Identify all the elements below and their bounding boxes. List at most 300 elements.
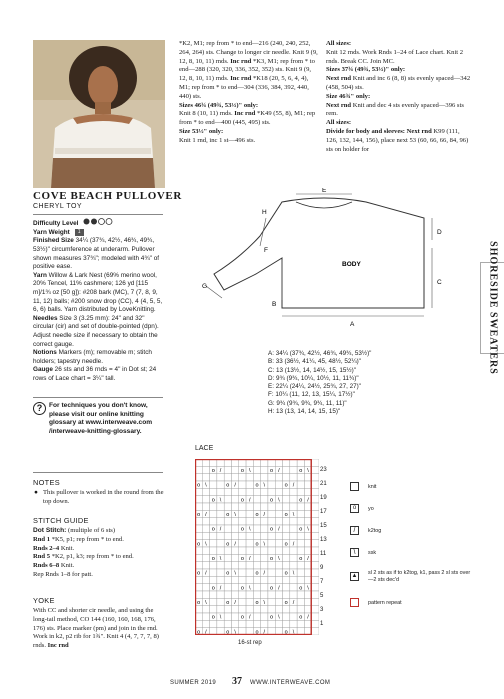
chart-cell bbox=[202, 606, 209, 613]
chart-cell bbox=[246, 547, 253, 554]
chart-cell bbox=[246, 488, 253, 495]
yarn-label: Yarn bbox=[33, 271, 47, 279]
chart-cell bbox=[224, 547, 231, 554]
chart-cell bbox=[312, 591, 319, 598]
chart-cell bbox=[312, 547, 319, 554]
chart-cell bbox=[261, 584, 268, 591]
chart-cell bbox=[239, 576, 246, 583]
pattern-repeat-icon bbox=[350, 598, 359, 607]
chart-cell bbox=[275, 532, 282, 539]
chart-cell bbox=[210, 481, 217, 488]
chart-symbol: o bbox=[270, 497, 274, 504]
chart-symbol: \ bbox=[234, 570, 236, 577]
col3-text-3: Knit and dec 4 sts evenly spaced—396 sts rem. bbox=[326, 101, 464, 118]
chart-cell bbox=[210, 510, 217, 517]
techniques-block bbox=[33, 402, 165, 436]
lace-chart-title: LACE bbox=[195, 445, 214, 452]
chart-cell bbox=[217, 518, 224, 525]
chart-symbol: / bbox=[234, 482, 236, 489]
row-number: 5 bbox=[320, 593, 324, 599]
chart-cell bbox=[246, 576, 253, 583]
designer-name: CHERYL TOY bbox=[33, 203, 83, 210]
chart-cell bbox=[312, 584, 319, 591]
chart-symbol: \ bbox=[205, 482, 207, 489]
chart-cell bbox=[283, 518, 290, 525]
chart-cell bbox=[224, 496, 231, 503]
finished-size-label: Finished Size bbox=[33, 237, 74, 245]
chart-cell bbox=[202, 620, 209, 627]
chart-cell bbox=[253, 584, 260, 591]
chart-symbol: / bbox=[219, 468, 222, 475]
measurement-b: B: 33 (36½, 41¼, 45, 48½, 52¼)" bbox=[268, 358, 361, 366]
chart-symbol: o bbox=[211, 614, 215, 621]
chart-symbol: o bbox=[299, 614, 303, 621]
chart-cell bbox=[290, 474, 297, 481]
dot-stitch-label: Dot Stitch: bbox=[33, 527, 67, 534]
chart-cell bbox=[312, 474, 319, 481]
chart-cell bbox=[253, 591, 260, 598]
col2-para1e: *K18 (20, 5, 6, 4, 4), M1; rep from * to end—304 (336, 384, 392, 440, 440) sts. bbox=[179, 75, 309, 100]
chart-cell bbox=[283, 532, 290, 539]
chart-cell bbox=[297, 598, 304, 605]
chart-cell bbox=[210, 518, 217, 525]
chart-cell bbox=[202, 584, 209, 591]
chart-cell bbox=[217, 606, 224, 613]
chart-cell bbox=[253, 466, 260, 473]
legend-knit-label: knit bbox=[368, 484, 377, 490]
row-number: 21 bbox=[320, 481, 327, 487]
chart-cell bbox=[210, 562, 217, 569]
legend-k2tog-label: k2tog bbox=[368, 528, 382, 534]
measurement-c: C: 13 (13½, 14, 14½, 15, 15½)" bbox=[268, 366, 356, 374]
chart-cell bbox=[283, 620, 290, 627]
chart-cell bbox=[210, 606, 217, 613]
chart-symbol: o bbox=[197, 541, 201, 548]
yarn-text: Willow & Lark Nest (69% merino wool, 20% Tencel, 11% cashmere; 126 yd [115 m]/1¾ oz [50 g]): #208 bark (MC), 7 (7, 8, 9, 11, 12) balls; #200 snow drop (CC), 4 (4, 5, 5, 6, 6) balls. Yarn distributed by LoveKnitting. bbox=[33, 271, 163, 314]
section-side-tab bbox=[480, 241, 504, 375]
pattern-title: COVE BEACH PULLOVER bbox=[33, 190, 182, 202]
chart-symbol: / bbox=[234, 600, 236, 607]
chart-cell bbox=[312, 525, 319, 532]
chart-cell bbox=[312, 628, 319, 635]
row-number: 13 bbox=[320, 537, 327, 543]
ssk-symbol-icon: \ bbox=[350, 548, 359, 557]
bullet-icon: ● bbox=[34, 489, 38, 496]
chart-cell bbox=[217, 474, 224, 481]
yo-symbol-icon: o bbox=[350, 504, 359, 513]
chart-cell bbox=[231, 496, 238, 503]
knit-symbol-icon bbox=[350, 482, 359, 491]
chart-cell bbox=[261, 576, 268, 583]
chart-cell bbox=[231, 620, 238, 627]
col3-all-sizes-2: All sizes: bbox=[326, 119, 352, 127]
chart-cell bbox=[290, 554, 297, 561]
measurement-d: D: 9¾ (9¾, 10¼, 10½, 11, 11¾)" bbox=[268, 374, 359, 382]
chart-cell bbox=[231, 532, 238, 539]
chart-cell bbox=[202, 576, 209, 583]
chart-symbol: / bbox=[307, 497, 309, 504]
chart-cell bbox=[217, 576, 224, 583]
chart-cell bbox=[275, 488, 282, 495]
chart-symbol: / bbox=[307, 614, 309, 621]
chart-cell bbox=[217, 569, 224, 576]
chart-cell bbox=[210, 532, 217, 539]
chart-cell bbox=[239, 606, 246, 613]
chart-cell bbox=[210, 547, 217, 554]
chart-symbol: o bbox=[226, 629, 230, 635]
chart-cell bbox=[297, 606, 304, 613]
chart-symbol: o bbox=[197, 482, 201, 489]
chart-cell bbox=[290, 584, 297, 591]
chart-cell bbox=[312, 459, 319, 466]
chart-symbol: o bbox=[240, 614, 244, 621]
chart-cell bbox=[210, 488, 217, 495]
chart-cell bbox=[297, 540, 304, 547]
chart-cell bbox=[231, 576, 238, 583]
chart-cell bbox=[275, 481, 282, 488]
chart-symbol: \ bbox=[292, 512, 295, 519]
col3-text-2: Knit and inc 6 (8, 8) sts evenly spaced—342 (458, 504) sts. bbox=[326, 75, 471, 91]
measurement-e: E: 22¼ (24¼, 24½, 25¾, 27, 27)" bbox=[268, 383, 361, 391]
k2tog-symbol-icon: / bbox=[350, 526, 359, 535]
chart-cell bbox=[239, 488, 246, 495]
instructions-column-2 bbox=[179, 40, 319, 146]
chart-cell bbox=[261, 532, 268, 539]
chart-cell bbox=[261, 496, 268, 503]
chart-symbol: o bbox=[270, 526, 274, 533]
chart-cell bbox=[290, 547, 297, 554]
chart-cell bbox=[224, 466, 231, 473]
chart-cell bbox=[246, 540, 253, 547]
stitch-guide-section bbox=[33, 516, 165, 580]
chart-cell bbox=[253, 606, 260, 613]
chart-cell bbox=[231, 547, 238, 554]
chart-cell bbox=[210, 598, 217, 605]
repeat-label: 16-st rep bbox=[238, 640, 262, 646]
chart-cell bbox=[202, 613, 209, 620]
chart-symbol: \ bbox=[205, 541, 207, 548]
chart-cell bbox=[283, 466, 290, 473]
chart-cell bbox=[268, 518, 275, 525]
chart-cell bbox=[224, 503, 231, 510]
chart-symbol: o bbox=[226, 570, 230, 577]
chart-cell bbox=[261, 518, 268, 525]
row-number: 17 bbox=[320, 509, 327, 515]
chart-cell bbox=[231, 503, 238, 510]
chart-symbol: o bbox=[240, 556, 244, 563]
chart-cell bbox=[224, 554, 231, 561]
chart-symbol: o bbox=[270, 556, 274, 563]
chart-cell bbox=[224, 488, 231, 495]
row-number: 3 bbox=[320, 607, 324, 613]
chart-cell bbox=[297, 569, 304, 576]
col2-inc3: Inc rnd bbox=[234, 110, 256, 118]
chart-symbol: / bbox=[248, 614, 251, 621]
chart-row-numbers bbox=[320, 463, 334, 631]
techniques-divider-top bbox=[33, 397, 163, 398]
instructions-column-3 bbox=[326, 40, 472, 154]
chart-cell bbox=[231, 584, 238, 591]
chart-symbol: / bbox=[263, 512, 266, 519]
chart-cell bbox=[275, 620, 282, 627]
chart-cell bbox=[231, 591, 238, 598]
chart-cell bbox=[202, 466, 209, 473]
col3-divide-label: Divide for body and sleeves: Next rnd bbox=[326, 127, 432, 135]
chart-cell bbox=[246, 532, 253, 539]
chart-cell bbox=[246, 510, 253, 517]
chart-cell bbox=[275, 591, 282, 598]
chart-cell bbox=[268, 562, 275, 569]
row-number: 9 bbox=[320, 565, 324, 571]
col2-para2: Knit 8 (10, 11) rnds. bbox=[179, 110, 235, 118]
chart-symbol: \ bbox=[248, 585, 251, 592]
lace-chart-grid bbox=[195, 459, 319, 635]
side-tab-label: SHORESIDE SWEATERS bbox=[487, 241, 498, 375]
rnds68-text: Knit. bbox=[59, 562, 75, 570]
chart-symbol: o bbox=[299, 556, 303, 563]
legend-ssk bbox=[350, 548, 470, 570]
yoke-section bbox=[33, 596, 165, 651]
dot-stitch-mult: (multiple of 6 sts) bbox=[66, 527, 116, 534]
chart-cell bbox=[275, 540, 282, 547]
chart-cell bbox=[217, 591, 224, 598]
footer-issue: SUMMER 2019 bbox=[170, 680, 217, 686]
col2-para1: *K2, M1; rep from * to end—216 (240, 240, 252, 264, 264) sts. Change to longer cir needle. Knit 9 (9, 12, 8, 10, 11) rnds. bbox=[179, 40, 318, 65]
chart-symbol: o bbox=[197, 600, 201, 607]
chart-cell bbox=[290, 606, 297, 613]
chart-cell bbox=[210, 503, 217, 510]
chart-symbol: \ bbox=[292, 570, 295, 577]
col3-size-heading-3: Size 46¾" only: bbox=[326, 92, 371, 100]
rnd5-text: *K2, p1, k3; rep from * to end. bbox=[50, 553, 134, 561]
chart-cell bbox=[275, 606, 282, 613]
chart-cell bbox=[217, 488, 224, 495]
measurement-list bbox=[268, 350, 464, 416]
chart-cell bbox=[283, 613, 290, 620]
legend-repeat-label: pattern repeat bbox=[368, 600, 402, 606]
chart-symbol: / bbox=[219, 526, 222, 533]
chart-cell bbox=[239, 620, 246, 627]
row-number: 1 bbox=[320, 621, 324, 627]
legend-cdd bbox=[350, 570, 470, 598]
chart-cell bbox=[253, 496, 260, 503]
chart-cell bbox=[312, 466, 319, 473]
chart-cell bbox=[246, 591, 253, 598]
chart-cell bbox=[261, 547, 268, 554]
chart-symbol: / bbox=[292, 600, 295, 607]
chart-cell bbox=[202, 488, 209, 495]
chart-symbol: / bbox=[278, 468, 280, 475]
chart-cell bbox=[253, 547, 260, 554]
chart-symbol: o bbox=[299, 526, 303, 533]
page-number: 37 bbox=[232, 676, 242, 687]
chart-cell bbox=[239, 591, 246, 598]
chart-cell bbox=[275, 562, 282, 569]
col2-size-heading-2: Size 53½" only: bbox=[179, 127, 224, 135]
chart-cell bbox=[202, 518, 209, 525]
chart-cell bbox=[239, 540, 246, 547]
chart-cell bbox=[224, 613, 231, 620]
centered-double-decrease-icon: ▲ bbox=[351, 573, 358, 579]
repeat-text: Rep Rnds 1–8 for patt. bbox=[33, 570, 93, 578]
rnd1-label: Rnd 1 bbox=[33, 535, 51, 543]
chart-symbol: / bbox=[219, 585, 222, 592]
techniques-divider-bottom bbox=[33, 472, 163, 473]
chart-cell bbox=[312, 518, 319, 525]
chart-symbol: o bbox=[240, 468, 244, 475]
chart-cell bbox=[202, 562, 209, 569]
col2-inc2: Inc rnd bbox=[230, 75, 252, 83]
chart-cell bbox=[268, 606, 275, 613]
chart-symbol: \ bbox=[263, 482, 266, 489]
difficulty-label: Difficulty Level bbox=[33, 219, 79, 227]
chart-symbol: \ bbox=[263, 541, 266, 548]
row-number: 23 bbox=[320, 467, 327, 473]
chart-cell bbox=[261, 503, 268, 510]
model-photo bbox=[33, 40, 165, 188]
chart-cell bbox=[290, 466, 297, 473]
gauge-label: Gauge bbox=[33, 366, 53, 374]
chart-cell bbox=[312, 569, 319, 576]
chart-cell bbox=[202, 525, 209, 532]
chart-symbol: / bbox=[205, 570, 207, 577]
chart-cell bbox=[239, 547, 246, 554]
chart-symbol: o bbox=[226, 600, 230, 607]
chart-cell bbox=[231, 606, 238, 613]
chart-cell bbox=[253, 576, 260, 583]
stitch-guide-heading: STITCH GUIDE bbox=[33, 516, 89, 525]
chart-cell bbox=[261, 613, 268, 620]
schematic-label-b: B bbox=[272, 301, 277, 308]
techniques-text: For techniques you don't know, please visit our online knitting glossary at www.interweave.com /interweave-knitting-glossary. bbox=[49, 402, 153, 435]
chart-cell bbox=[217, 620, 224, 627]
chart-symbol: o bbox=[284, 600, 288, 607]
chart-cell bbox=[217, 598, 224, 605]
chart-cell bbox=[297, 547, 304, 554]
chart-cell bbox=[283, 576, 290, 583]
chart-cell bbox=[290, 613, 297, 620]
chart-symbol: o bbox=[270, 468, 274, 475]
chart-cell bbox=[268, 481, 275, 488]
chart-cell bbox=[283, 496, 290, 503]
chart-cell bbox=[253, 620, 260, 627]
chart-cell bbox=[246, 598, 253, 605]
chart-cell bbox=[224, 591, 231, 598]
chart-cell bbox=[253, 474, 260, 481]
chart-cell bbox=[202, 474, 209, 481]
yarn-weight-number: 1 bbox=[77, 228, 81, 235]
chart-cell bbox=[202, 554, 209, 561]
chart-legend bbox=[350, 482, 470, 612]
chart-cell bbox=[290, 532, 297, 539]
question-icon: ? bbox=[33, 402, 46, 415]
chart-cell bbox=[290, 488, 297, 495]
col3-text-1: Knit 12 rnds. Work Rnds 1–24 of Lace chart. Knit 2 rnds. Break CC. Join MC. bbox=[326, 48, 464, 65]
chart-cell bbox=[239, 510, 246, 517]
chart-cell bbox=[312, 554, 319, 561]
chart-cell bbox=[239, 532, 246, 539]
chart-cell bbox=[253, 532, 260, 539]
notes-section bbox=[33, 478, 165, 507]
chart-symbol: \ bbox=[234, 629, 236, 635]
col2-para2c: *K49 (55, 8), M1; rep from * to end—400 (445, 495) sts. bbox=[179, 110, 316, 127]
chart-cell bbox=[275, 598, 282, 605]
legend-repeat bbox=[350, 598, 470, 612]
chart-cell bbox=[290, 591, 297, 598]
chart-cell bbox=[275, 518, 282, 525]
chart-cell bbox=[224, 474, 231, 481]
chart-cell bbox=[297, 576, 304, 583]
chart-symbol: \ bbox=[263, 600, 266, 607]
chart-cell bbox=[290, 518, 297, 525]
chart-symbol: \ bbox=[219, 614, 222, 621]
chart-symbol: o bbox=[255, 600, 259, 607]
chart-cell bbox=[224, 584, 231, 591]
chart-cell bbox=[246, 606, 253, 613]
chart-cell bbox=[297, 620, 304, 627]
col2-size-heading-1: Sizes 46¾ (49¾, 53½)" only: bbox=[179, 101, 259, 109]
chart-cell bbox=[297, 481, 304, 488]
chart-cell bbox=[202, 547, 209, 554]
chart-symbol: \ bbox=[278, 556, 280, 563]
chart-symbol: \ bbox=[307, 585, 309, 592]
chart-cell bbox=[297, 488, 304, 495]
chart-cell bbox=[312, 620, 319, 627]
chart-cell bbox=[224, 620, 231, 627]
chart-cell bbox=[268, 474, 275, 481]
chart-cell bbox=[283, 503, 290, 510]
chart-cell bbox=[312, 613, 319, 620]
schematic-label-g: G bbox=[202, 283, 208, 290]
chart-cell bbox=[283, 474, 290, 481]
chart-symbol: / bbox=[292, 482, 295, 489]
chart-symbol: / bbox=[234, 541, 236, 548]
chart-symbol: o bbox=[255, 570, 259, 577]
chart-symbol: o bbox=[240, 526, 244, 533]
chart-symbol: o bbox=[211, 468, 215, 475]
chart-cell bbox=[210, 474, 217, 481]
chart-cell bbox=[297, 591, 304, 598]
chart-cell bbox=[253, 503, 260, 510]
chart-cell bbox=[246, 562, 253, 569]
col2-para1c: *K3, M1; rep from * to end—288 (320, 320, 336, 352, 352) sts. Knit 9 (9, 12, 8, 10, 11) rnds. bbox=[179, 57, 315, 83]
chart-symbol: \ bbox=[234, 512, 236, 519]
chart-symbol: \ bbox=[278, 497, 280, 504]
chart-symbol: / bbox=[248, 497, 251, 504]
chart-cell bbox=[290, 620, 297, 627]
chart-cell bbox=[224, 532, 231, 539]
chart-symbol: o bbox=[284, 541, 288, 548]
chart-cell bbox=[239, 503, 246, 510]
chart-cell bbox=[224, 606, 231, 613]
chart-cell bbox=[246, 569, 253, 576]
chart-cell bbox=[239, 518, 246, 525]
chart-symbol: o bbox=[240, 585, 244, 592]
chart-cell bbox=[297, 503, 304, 510]
row-number: 19 bbox=[320, 495, 327, 501]
chart-cell bbox=[275, 503, 282, 510]
chart-cell bbox=[239, 481, 246, 488]
chart-cell bbox=[297, 474, 304, 481]
rnds24-text: Knit. bbox=[59, 544, 75, 552]
difficulty-dots-icon bbox=[83, 218, 113, 229]
chart-symbol: o bbox=[255, 629, 259, 635]
chart-cell bbox=[231, 554, 238, 561]
chart-symbol: o bbox=[197, 570, 201, 577]
chart-cell bbox=[268, 488, 275, 495]
chart-cell bbox=[231, 562, 238, 569]
chart-cell bbox=[275, 576, 282, 583]
